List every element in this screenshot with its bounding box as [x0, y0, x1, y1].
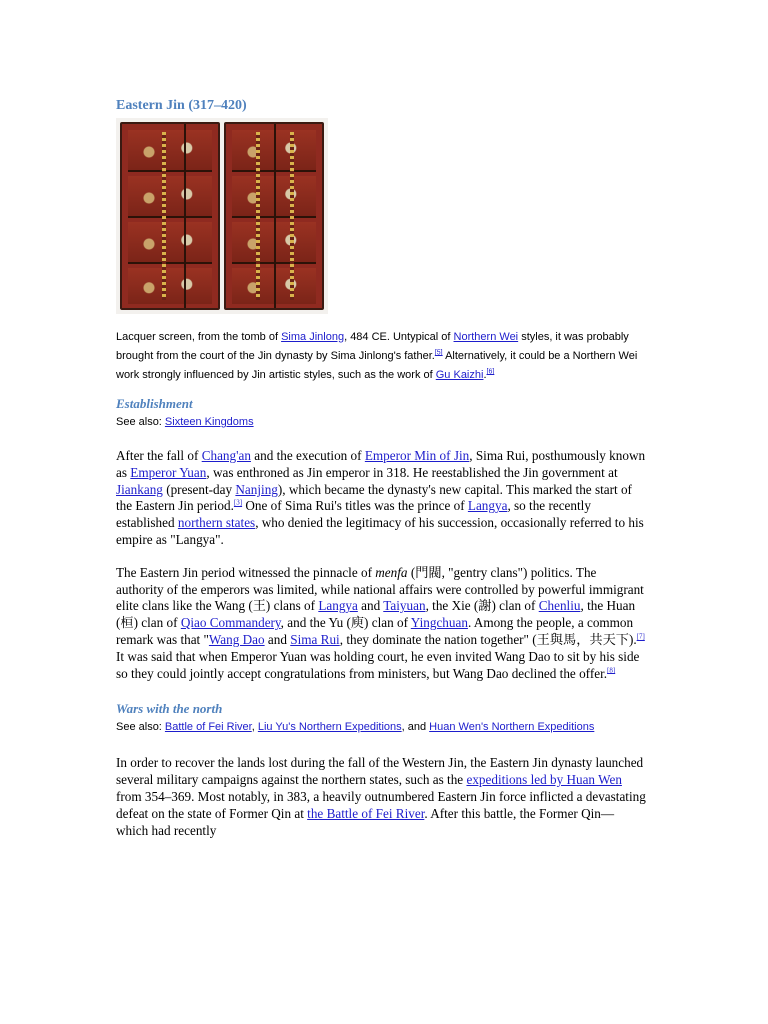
link-sima-jinlong[interactable]: Sima Jinlong — [281, 331, 345, 343]
link-nanjing[interactable]: Nanjing — [235, 481, 278, 497]
lacquer-panel-right — [224, 122, 324, 310]
link-expeditions-huan-wen[interactable]: expeditions led by Huan Wen — [466, 772, 622, 788]
subheading-establishment: Establishment — [116, 396, 193, 411]
link-northern-wei[interactable]: Northern Wei — [453, 331, 519, 343]
ref-7[interactable]: [7] — [636, 632, 645, 641]
subheading-wars-with-the-north: Wars with the north — [116, 701, 223, 717]
link-gu-kaizhi[interactable]: Gu Kaizhi — [435, 369, 484, 381]
link-battle-of-fei-river[interactable]: Battle of Fei River — [164, 721, 252, 734]
ref-3[interactable]: [3] — [233, 499, 243, 507]
image-caption: Lacquer screen, from the tomb of Sima Jinlong, 484 CE. Untypical of Northern Wei styles, it was probably brought from the court of the Jin dynasty by Sima Jinlong's father.[5] Alternatively, it could be a Northern Wei work strongly influenced by Jin artistic styles, such as the work of Gu Kaizhi.[6] — [116, 331, 638, 381]
link-battle-of-fei-river-2[interactable]: the Battle of Fei River — [307, 805, 425, 821]
link-sima-rui[interactable]: Sima Rui — [290, 631, 340, 647]
link-langya[interactable]: Langya — [467, 498, 508, 514]
link-jiankang[interactable]: Jiankang — [116, 481, 163, 497]
section-heading-eastern-jin: Eastern Jin (317–420) — [116, 98, 247, 113]
link-emperor-min[interactable]: Emperor Min of Jin — [364, 448, 470, 463]
link-emperor-yuan[interactable]: Emperor Yuan — [130, 464, 207, 480]
link-wang-dao[interactable]: Wang Dao — [208, 631, 265, 647]
ref-5[interactable]: [5] — [434, 349, 443, 357]
link-liu-yu-expeditions[interactable]: Liu Yu's Northern Expeditions — [257, 721, 402, 734]
link-northern-states[interactable]: northern states — [177, 515, 256, 531]
article-page — [116, 96, 646, 839]
see-also-wars: See also: Battle of Fei River, Liu Yu's Northern Expeditions, and Huan Wen's Northern Expeditions — [116, 721, 595, 734]
lacquer-screen-image — [116, 118, 328, 314]
paragraph-wars: In order to recover the lands lost during the fall of the Western Jin, the Eastern Jin dynasty launched several military campaigns against the northern states, such as the expeditions led by Huan Wen from 354–369. Most notably, in 383, a heavily outnumbered Eastern Jin force inflicted a devastating defeat on the state of Former Qin at the Battle of Fei River. After this battle, the Former Qin—which had recently — [116, 755, 646, 838]
lacquer-panel-left — [120, 122, 220, 310]
link-sixteen-kingdoms[interactable]: Sixteen Kingdoms — [164, 416, 254, 428]
paragraph-menfa: The Eastern Jin period witnessed the pinnacle of menfa (門閥, "gentry clans") politics. The authority of the emperors was limited, while national affairs were controlled by powerful immigrant elite clans like the Wang (王) clans of Langya and Taiyuan, the Xie (謝) clan of Chenliu, the Huan (桓) clan of Qiao Commandery, and the Yu (庾) clan of Yingchuan. Among the people, a common remark was that "Wang Dao and Sima Rui, they dominate the nation together" (王與馬，共天下).[7] It was said that when Emperor Yuan was holding court, he even invited Wang Dao to sit by his side so they could jointly accept congratulations from ministers, but Wang Dao declined the offer.[8] — [116, 564, 645, 681]
paragraph-establishment: After the fall of Chang'an and the execution of Emperor Min of Jin, Sima Rui, posthumously known as Emperor Yuan, was enthroned as Jin emperor in 318. He reestablished the Jin government at Jiankang (present-day Nanjing), which became the dynasty's new capital. This marked the start of the Eastern Jin period.[3] One of Sima Rui's titles was the prince of Langya, so the recently established northern states, who denied the legitimacy of his succession, occasionally referred to his empire as "Langya". — [116, 448, 646, 547]
link-taiyuan[interactable]: Taiyuan — [383, 598, 426, 614]
link-chenliu[interactable]: Chenliu — [538, 598, 581, 614]
ref-8[interactable]: [8] — [607, 666, 616, 675]
link-qiao-commandery[interactable]: Qiao Commandery — [180, 615, 281, 631]
link-huan-wen-expeditions[interactable]: Huan Wen's Northern Expeditions — [429, 721, 595, 734]
ref-6[interactable]: [6] — [486, 368, 495, 376]
see-also-establishment: See also: Sixteen Kingdoms — [116, 416, 254, 428]
link-yingchuan[interactable]: Yingchuan — [410, 615, 468, 631]
link-changan[interactable]: Chang'an — [201, 448, 251, 463]
link-langya-2[interactable]: Langya — [318, 598, 358, 614]
